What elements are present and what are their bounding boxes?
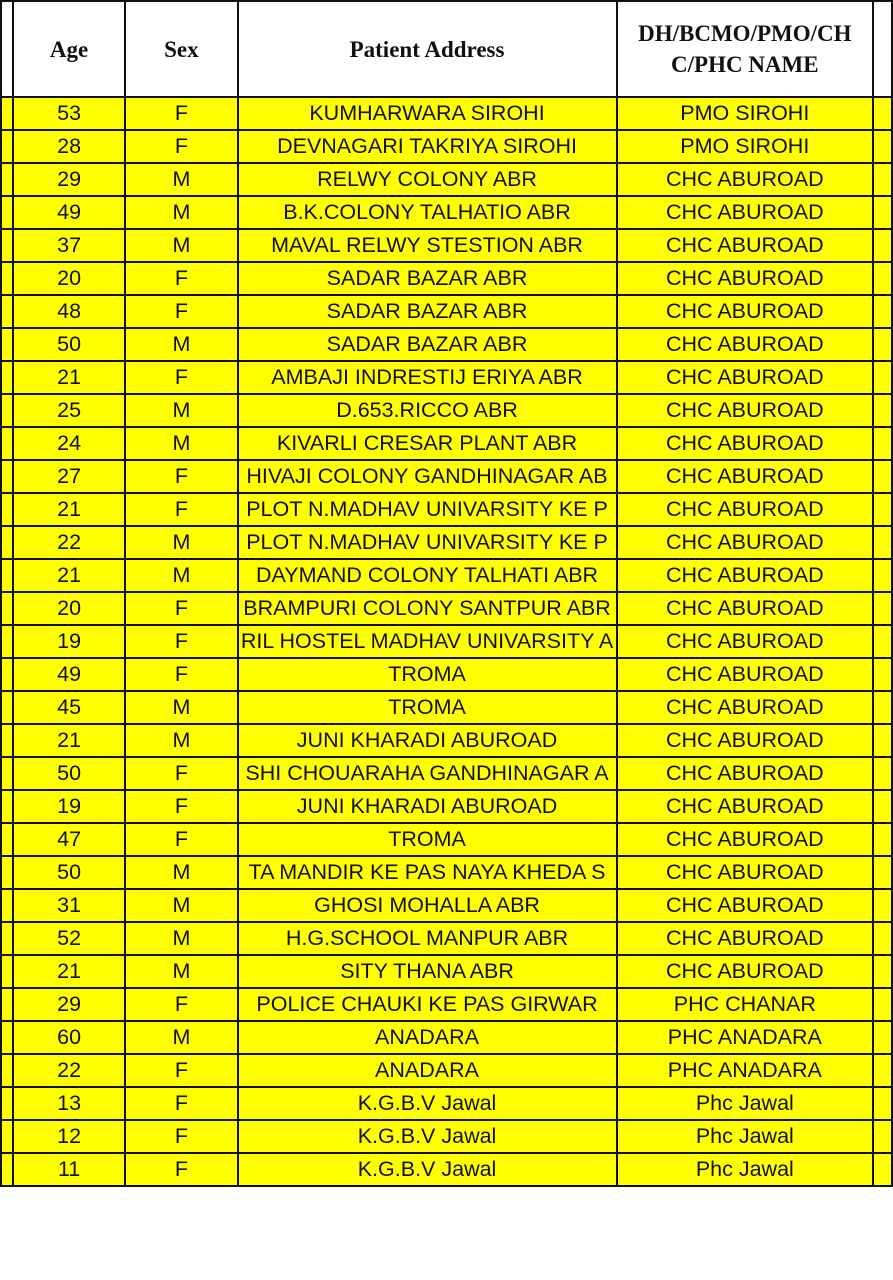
cell-sex[interactable]: M (125, 955, 237, 988)
cell-sex[interactable]: F (125, 97, 237, 130)
row-cell-left-partial[interactable] (1, 1021, 13, 1054)
row-cell-right-partial[interactable] (873, 823, 892, 856)
row-cell-right-partial[interactable] (873, 394, 892, 427)
cell-age[interactable]: 24 (13, 427, 125, 460)
row-cell-left-partial[interactable] (1, 229, 13, 262)
row-cell-right-partial[interactable] (873, 724, 892, 757)
row-cell-left-partial[interactable] (1, 823, 13, 856)
row-cell-right-partial[interactable] (873, 526, 892, 559)
cell-facility-name[interactable]: CHC ABUROAD (617, 295, 874, 328)
table-row (1, 229, 892, 262)
cell-sex[interactable]: F (125, 493, 237, 526)
cell-facility-name[interactable]: CHC ABUROAD (617, 856, 874, 889)
cell-age[interactable]: 20 (13, 592, 125, 625)
cell-age[interactable]: 48 (13, 295, 125, 328)
row-cell-right-partial[interactable] (873, 493, 892, 526)
cell-sex[interactable]: F (125, 295, 237, 328)
cell-facility-name[interactable]: CHC ABUROAD (617, 955, 874, 988)
cell-sex[interactable]: M (125, 427, 237, 460)
cell-age[interactable]: 20 (13, 262, 125, 295)
cell-age[interactable]: 37 (13, 229, 125, 262)
cell-patient-address[interactable]: POLICE CHAUKI KE PAS GIRWAR (238, 988, 617, 1021)
cell-sex[interactable]: M (125, 691, 237, 724)
table-body (1, 97, 892, 1186)
row-cell-right-partial[interactable] (873, 955, 892, 988)
table-row (1, 955, 892, 988)
cell-age[interactable]: 52 (13, 922, 125, 955)
row-cell-left-partial[interactable] (1, 1087, 13, 1120)
cell-sex[interactable]: M (125, 526, 237, 559)
cell-patient-address[interactable]: SHI CHOUARAHA GANDHINAGAR A (238, 757, 617, 790)
row-cell-right-partial[interactable] (873, 427, 892, 460)
table-row (1, 592, 892, 625)
cell-sex[interactable]: F (125, 658, 237, 691)
cell-facility-name[interactable]: CHC ABUROAD (617, 823, 874, 856)
cell-facility-name[interactable]: CHC ABUROAD (617, 394, 874, 427)
cell-patient-address[interactable]: ANADARA (238, 1021, 617, 1054)
cell-age[interactable]: 29 (13, 163, 125, 196)
table-row (1, 130, 892, 163)
cell-sex[interactable]: M (125, 328, 237, 361)
cell-patient-address[interactable]: H.G.SCHOOL MANPUR ABR (238, 922, 617, 955)
table-row (1, 196, 892, 229)
cell-facility-name[interactable]: CHC ABUROAD (617, 427, 874, 460)
cell-age[interactable]: 22 (13, 1054, 125, 1087)
cell-age[interactable]: 25 (13, 394, 125, 427)
cell-facility-name[interactable]: CHC ABUROAD (617, 493, 874, 526)
cell-age[interactable]: 19 (13, 790, 125, 823)
cell-patient-address[interactable]: RIL HOSTEL MADHAV UNIVARSITY A (238, 625, 617, 658)
cell-patient-address[interactable]: B.K.COLONY TALHATIO ABR (238, 196, 617, 229)
cell-facility-name[interactable]: CHC ABUROAD (617, 163, 874, 196)
cell-facility-name[interactable]: CHC ABUROAD (617, 922, 874, 955)
cell-sex[interactable]: F (125, 130, 237, 163)
table-row (1, 460, 892, 493)
header-age[interactable]: Age (13, 1, 125, 97)
header-sex[interactable]: Sex (125, 1, 237, 97)
cell-sex[interactable]: M (125, 559, 237, 592)
cell-facility-name[interactable]: CHC ABUROAD (617, 460, 874, 493)
cell-sex[interactable]: M (125, 163, 237, 196)
cell-sex[interactable]: F (125, 1153, 237, 1186)
table-row (1, 1153, 892, 1186)
cell-sex[interactable]: F (125, 592, 237, 625)
header-row (1, 1, 892, 97)
cell-age[interactable]: 60 (13, 1021, 125, 1054)
cell-facility-name[interactable]: Phc Jawal (617, 1120, 874, 1153)
cell-patient-address[interactable]: K.G.B.V Jawal (238, 1153, 617, 1186)
header-patient-address[interactable]: Patient Address (238, 1, 617, 97)
cell-patient-address[interactable]: GHOSI MOHALLA ABR (238, 889, 617, 922)
cell-patient-address[interactable]: K.G.B.V Jawal (238, 1087, 617, 1120)
row-cell-left-partial[interactable] (1, 262, 13, 295)
table-row (1, 823, 892, 856)
cell-patient-address[interactable]: DEVNAGARI TAKRIYA SIROHI (238, 130, 617, 163)
cell-patient-address[interactable]: TROMA (238, 658, 617, 691)
table-row (1, 889, 892, 922)
row-cell-right-partial[interactable] (873, 97, 892, 130)
cell-sex[interactable]: M (125, 922, 237, 955)
cell-patient-address[interactable]: TROMA (238, 823, 617, 856)
table-row (1, 493, 892, 526)
cell-age[interactable]: 21 (13, 361, 125, 394)
cell-sex[interactable]: F (125, 262, 237, 295)
row-cell-left-partial[interactable] (1, 328, 13, 361)
row-cell-left-partial[interactable] (1, 922, 13, 955)
cell-age[interactable]: 50 (13, 328, 125, 361)
cell-facility-name[interactable]: PHC ANADARA (617, 1021, 874, 1054)
row-cell-left-partial[interactable] (1, 889, 13, 922)
table-row (1, 163, 892, 196)
cell-age[interactable]: 49 (13, 658, 125, 691)
cell-patient-address[interactable]: ANADARA (238, 1054, 617, 1087)
cell-patient-address[interactable]: MAVAL RELWY STESTION ABR (238, 229, 617, 262)
cell-sex[interactable]: F (125, 361, 237, 394)
row-cell-left-partial[interactable] (1, 163, 13, 196)
row-cell-right-partial[interactable] (873, 328, 892, 361)
row-cell-left-partial[interactable] (1, 1054, 13, 1087)
cell-facility-name[interactable]: CHC ABUROAD (617, 559, 874, 592)
row-cell-left-partial[interactable] (1, 988, 13, 1021)
cell-sex[interactable]: M (125, 1021, 237, 1054)
row-cell-left-partial[interactable] (1, 427, 13, 460)
cell-patient-address[interactable]: JUNI KHARADI ABUROAD (238, 724, 617, 757)
table-row (1, 691, 892, 724)
table-row (1, 97, 892, 130)
cell-patient-address[interactable]: RELWY COLONY ABR (238, 163, 617, 196)
table-row (1, 922, 892, 955)
row-cell-left-partial[interactable] (1, 955, 13, 988)
cell-patient-address[interactable]: KIVARLI CRESAR PLANT ABR (238, 427, 617, 460)
cell-facility-name[interactable]: Phc Jawal (617, 1087, 874, 1120)
cell-facility-name[interactable]: CHC ABUROAD (617, 691, 874, 724)
row-cell-right-partial[interactable] (873, 1153, 892, 1186)
table-row (1, 427, 892, 460)
cell-sex[interactable]: F (125, 757, 237, 790)
cell-age[interactable]: 21 (13, 955, 125, 988)
table-row (1, 295, 892, 328)
row-cell-left-partial[interactable] (1, 1153, 13, 1186)
cell-facility-name[interactable]: CHC ABUROAD (617, 889, 874, 922)
cell-sex[interactable]: F (125, 625, 237, 658)
cell-age[interactable]: 27 (13, 460, 125, 493)
cell-age[interactable]: 22 (13, 526, 125, 559)
cell-age[interactable]: 12 (13, 1120, 125, 1153)
cell-patient-address[interactable]: BRAMPURI COLONY SANTPUR ABR (238, 592, 617, 625)
cell-sex[interactable]: F (125, 790, 237, 823)
cell-age[interactable]: 29 (13, 988, 125, 1021)
row-cell-left-partial[interactable] (1, 724, 13, 757)
table-row (1, 1054, 892, 1087)
row-cell-left-partial[interactable] (1, 295, 13, 328)
cell-facility-name[interactable]: CHC ABUROAD (617, 526, 874, 559)
table-row (1, 394, 892, 427)
row-cell-left-partial[interactable] (1, 493, 13, 526)
table-row (1, 1087, 892, 1120)
row-cell-left-partial[interactable] (1, 460, 13, 493)
row-cell-right-partial[interactable] (873, 460, 892, 493)
cell-age[interactable]: 50 (13, 757, 125, 790)
row-cell-right-partial[interactable] (873, 889, 892, 922)
cell-age[interactable]: 21 (13, 559, 125, 592)
table-row (1, 724, 892, 757)
row-cell-left-partial[interactable] (1, 526, 13, 559)
row-cell-right-partial[interactable] (873, 130, 892, 163)
row-cell-right-partial[interactable] (873, 922, 892, 955)
cell-patient-address[interactable]: D.653.RICCO ABR (238, 394, 617, 427)
cell-sex[interactable]: M (125, 229, 237, 262)
row-cell-right-partial[interactable] (873, 163, 892, 196)
cell-sex[interactable]: F (125, 1120, 237, 1153)
row-cell-right-partial[interactable] (873, 262, 892, 295)
cell-age[interactable]: 19 (13, 625, 125, 658)
cell-facility-name[interactable]: CHC ABUROAD (617, 757, 874, 790)
row-cell-right-partial[interactable] (873, 229, 892, 262)
cell-age[interactable]: 53 (13, 97, 125, 130)
row-cell-left-partial[interactable] (1, 757, 13, 790)
row-cell-right-partial[interactable] (873, 1087, 892, 1120)
header-cell-left-partial[interactable] (1, 1, 13, 97)
cell-facility-name[interactable]: Phc Jawal (617, 1153, 874, 1186)
row-cell-left-partial[interactable] (1, 658, 13, 691)
cell-facility-name[interactable]: CHC ABUROAD (617, 790, 874, 823)
row-cell-left-partial[interactable] (1, 130, 13, 163)
table-row (1, 559, 892, 592)
row-cell-left-partial[interactable] (1, 1120, 13, 1153)
cell-age[interactable]: 11 (13, 1153, 125, 1186)
cell-patient-address[interactable]: KUMHARWARA SIROHI (238, 97, 617, 130)
cell-facility-name[interactable]: CHC ABUROAD (617, 229, 874, 262)
cell-facility-name[interactable]: CHC ABUROAD (617, 196, 874, 229)
cell-sex[interactable]: M (125, 394, 237, 427)
row-cell-left-partial[interactable] (1, 196, 13, 229)
table-row (1, 526, 892, 559)
cell-patient-address[interactable]: PLOT N.MADHAV UNIVARSITY KE P (238, 526, 617, 559)
cell-patient-address[interactable]: AMBAJI INDRESTIJ ERIYA ABR (238, 361, 617, 394)
row-cell-right-partial[interactable] (873, 988, 892, 1021)
table-row (1, 1120, 892, 1153)
cell-facility-name[interactable]: PHC ANADARA (617, 1054, 874, 1087)
cell-facility-name[interactable]: CHC ABUROAD (617, 592, 874, 625)
row-cell-left-partial[interactable] (1, 625, 13, 658)
cell-facility-name[interactable]: CHC ABUROAD (617, 658, 874, 691)
row-cell-left-partial[interactable] (1, 592, 13, 625)
header-facility-name[interactable]: DH/BCMO/PMO/CH C/PHC NAME (617, 1, 874, 97)
cell-sex[interactable]: M (125, 196, 237, 229)
cell-patient-address[interactable]: SADAR BAZAR ABR (238, 295, 617, 328)
row-cell-left-partial[interactable] (1, 856, 13, 889)
row-cell-left-partial[interactable] (1, 361, 13, 394)
cell-facility-name[interactable]: CHC ABUROAD (617, 328, 874, 361)
cell-age[interactable]: 47 (13, 823, 125, 856)
cell-patient-address[interactable]: TROMA (238, 691, 617, 724)
cell-age[interactable]: 28 (13, 130, 125, 163)
row-cell-right-partial[interactable] (873, 196, 892, 229)
cell-facility-name[interactable]: CHC ABUROAD (617, 724, 874, 757)
row-cell-right-partial[interactable] (873, 592, 892, 625)
cell-facility-name[interactable]: CHC ABUROAD (617, 625, 874, 658)
cell-sex[interactable]: M (125, 856, 237, 889)
row-cell-right-partial[interactable] (873, 856, 892, 889)
cell-patient-address[interactable]: TA MANDIR KE PAS NAYA KHEDA S (238, 856, 617, 889)
table-row (1, 361, 892, 394)
cell-sex[interactable]: M (125, 724, 237, 757)
cell-patient-address[interactable]: PLOT N.MADHAV UNIVARSITY KE P (238, 493, 617, 526)
row-cell-right-partial[interactable] (873, 757, 892, 790)
row-cell-left-partial[interactable] (1, 691, 13, 724)
cell-sex[interactable]: F (125, 823, 237, 856)
cell-sex[interactable]: F (125, 460, 237, 493)
cell-facility-name[interactable]: CHC ABUROAD (617, 262, 874, 295)
cell-age[interactable]: 45 (13, 691, 125, 724)
cell-patient-address[interactable]: DAYMAND COLONY TALHATI ABR (238, 559, 617, 592)
cell-age[interactable]: 21 (13, 493, 125, 526)
row-cell-right-partial[interactable] (873, 1120, 892, 1153)
cell-facility-name[interactable]: CHC ABUROAD (617, 361, 874, 394)
row-cell-right-partial[interactable] (873, 691, 892, 724)
header-cell-right-partial[interactable] (873, 1, 892, 97)
table-row (1, 1021, 892, 1054)
cell-sex[interactable]: F (125, 988, 237, 1021)
table-row (1, 757, 892, 790)
row-cell-right-partial[interactable] (873, 295, 892, 328)
cell-sex[interactable]: F (125, 1054, 237, 1087)
cell-age[interactable]: 50 (13, 856, 125, 889)
row-cell-right-partial[interactable] (873, 658, 892, 691)
table-row (1, 988, 892, 1021)
row-cell-left-partial[interactable] (1, 97, 13, 130)
row-cell-right-partial[interactable] (873, 559, 892, 592)
row-cell-right-partial[interactable] (873, 1021, 892, 1054)
cell-patient-address[interactable]: K.G.B.V Jawal (238, 1120, 617, 1153)
table-row (1, 856, 892, 889)
cell-age[interactable]: 21 (13, 724, 125, 757)
cell-patient-address[interactable]: SITY THANA ABR (238, 955, 617, 988)
row-cell-left-partial[interactable] (1, 394, 13, 427)
cell-patient-address[interactable]: SADAR BAZAR ABR (238, 262, 617, 295)
cell-patient-address[interactable]: SADAR BAZAR ABR (238, 328, 617, 361)
cell-age[interactable]: 13 (13, 1087, 125, 1120)
row-cell-right-partial[interactable] (873, 625, 892, 658)
table-row (1, 625, 892, 658)
row-cell-left-partial[interactable] (1, 790, 13, 823)
table-row (1, 658, 892, 691)
cell-patient-address[interactable]: HIVAJI COLONY GANDHINAGAR AB (238, 460, 617, 493)
table-row (1, 790, 892, 823)
cell-age[interactable]: 31 (13, 889, 125, 922)
cell-sex[interactable]: F (125, 1087, 237, 1120)
row-cell-right-partial[interactable] (873, 361, 892, 394)
cell-facility-name[interactable]: PMO SIROHI (617, 130, 874, 163)
cell-sex[interactable]: M (125, 889, 237, 922)
table-row (1, 262, 892, 295)
row-cell-right-partial[interactable] (873, 790, 892, 823)
table-row (1, 328, 892, 361)
cell-age[interactable]: 49 (13, 196, 125, 229)
row-cell-left-partial[interactable] (1, 559, 13, 592)
cell-facility-name[interactable]: PHC CHANAR (617, 988, 874, 1021)
cell-facility-name[interactable]: PMO SIROHI (617, 97, 874, 130)
row-cell-right-partial[interactable] (873, 1054, 892, 1087)
cell-patient-address[interactable]: JUNI KHARADI ABUROAD (238, 790, 617, 823)
